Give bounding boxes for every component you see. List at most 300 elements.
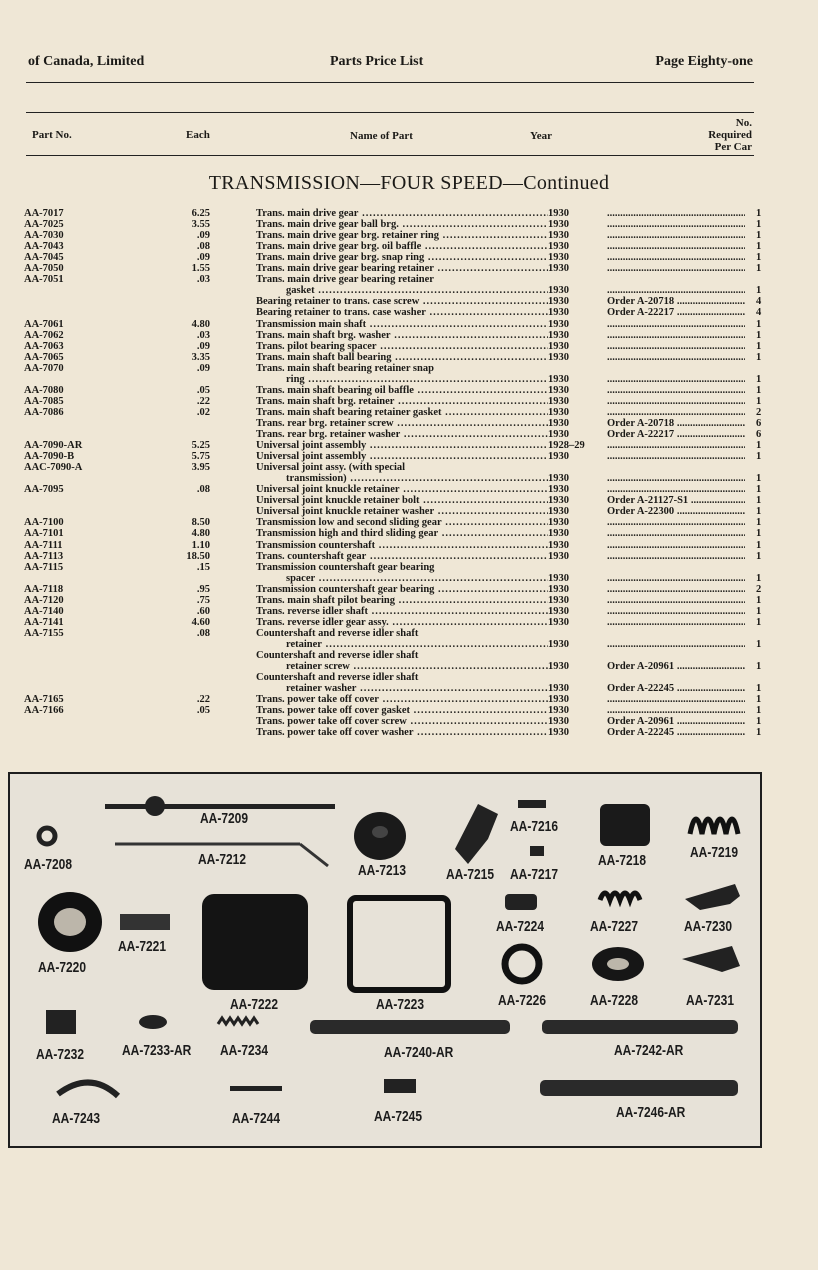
part-number: AA-7141 [24, 616, 64, 628]
part-name: Trans. main shaft pilot bearing ..... [256, 595, 548, 606]
order-reference [607, 584, 745, 595]
part-name: Transmission countershaft gear bearing ..... [256, 584, 548, 595]
part-number: AA-7111 [24, 539, 63, 551]
quantity-required: 1 [756, 329, 762, 341]
table-row [0, 418, 818, 429]
price-each: 3.95 [191, 462, 210, 474]
table-row [0, 639, 818, 650]
quantity-required: 1 [756, 572, 762, 584]
part-name: Countershaft and reverse idler shaft [256, 672, 419, 684]
label-aa-7244: AA-7244 [232, 1110, 281, 1127]
order-reference [607, 484, 745, 495]
order-reference: Order A-20718 ..... [607, 296, 745, 307]
table-row [0, 429, 818, 440]
quantity-required: 1 [756, 285, 762, 297]
part-name: Trans. power take off cover ..... [256, 694, 548, 705]
table-row [0, 263, 818, 274]
quantity-required: 1 [756, 241, 762, 253]
quantity-required: 1 [756, 318, 762, 330]
part-name: Universal joint assembly ..... [256, 440, 548, 451]
order-reference: Order A-21127-S1 ..... [607, 495, 745, 506]
price-each: 8.50 [191, 517, 210, 529]
part-name: Trans. power take off cover gasket ..... [256, 705, 548, 716]
year: 1930 [548, 208, 569, 219]
part-name: ring ..... [286, 374, 548, 385]
price-each: 6.25 [191, 208, 210, 219]
order-reference [607, 341, 745, 352]
order-reference: Order A-22217 ..... [607, 429, 745, 440]
order-reference [607, 407, 745, 418]
order-reference [607, 694, 745, 705]
order-reference [607, 230, 745, 241]
table-row [0, 727, 818, 738]
table-row [0, 584, 818, 595]
part-name: Trans. power take off cover screw ..... [256, 716, 548, 727]
price-each: 4.80 [191, 528, 210, 540]
quantity-required: 1 [756, 616, 762, 628]
table-row [0, 341, 818, 352]
part-name: Universal joint knuckle retainer ..... [256, 484, 548, 495]
quantity-required: 1 [756, 539, 762, 551]
price-each: .09 [196, 362, 210, 374]
table-row [0, 484, 818, 495]
price-each: .08 [196, 241, 210, 253]
part-name: Trans. main shaft bearing retainer snap [256, 362, 434, 374]
table-row [0, 274, 818, 285]
part-name: Trans. main drive gear brg. snap ring ..... [256, 252, 548, 263]
header-page-number: Page Eighty-one [655, 54, 753, 69]
part-number: AA-7115 [24, 561, 64, 573]
part-name: Trans. rear brg. retainer screw ..... [256, 418, 548, 429]
part-number: AA-7086 [24, 406, 64, 418]
part-name: Transmission low and second sliding gear ..... [256, 517, 548, 528]
year: 1930 [548, 572, 569, 584]
quantity-required: 1 [756, 705, 762, 717]
table-row [0, 573, 818, 584]
label-aa-7232: AA-7232 [36, 1046, 85, 1063]
year: 1930 [548, 550, 569, 562]
label-aa-7219: AA-7219 [690, 844, 739, 861]
table-row [0, 562, 818, 573]
order-reference [607, 330, 745, 341]
part-name: Countershaft and reverse idler shaft [256, 627, 419, 639]
part-name: Trans. reverse idler shaft ..... [256, 606, 548, 617]
table-row [0, 595, 818, 606]
col-each: Each [186, 129, 210, 141]
part-number: AA-7155 [24, 627, 64, 639]
year: 1930 [548, 373, 569, 385]
order-reference [607, 285, 745, 296]
table-row [0, 683, 818, 694]
label-aa-7233-ar: AA-7233-AR [122, 1042, 192, 1059]
quantity-required: 1 [756, 550, 762, 562]
part-number: AA-7090-B [24, 451, 75, 463]
part-name: Transmission countershaft ..... [256, 540, 548, 551]
price-each: 1.55 [191, 263, 210, 275]
part-number: AA-7165 [24, 694, 64, 706]
part-number: AA-7063 [24, 340, 64, 352]
part-name: Trans. main shaft brg. washer ..... [256, 330, 548, 341]
label-aa-7228: AA-7228 [590, 992, 639, 1009]
table-row [0, 319, 818, 330]
price-each: 5.25 [191, 440, 210, 452]
label-aa-7221: AA-7221 [118, 938, 167, 955]
part-name: Bearing retainer to trans. case screw ..... [256, 296, 548, 307]
table-row [0, 473, 818, 484]
table-row [0, 363, 818, 374]
year: 1930 [548, 329, 569, 341]
quantity-required: 1 [756, 473, 762, 485]
quantity-required: 1 [756, 219, 762, 231]
price-each: .08 [196, 484, 210, 496]
order-reference: Order A-20961 ..... [607, 661, 745, 672]
label-aa-7212: AA-7212 [198, 851, 247, 868]
year: 1930 [548, 616, 569, 628]
quantity-required: 1 [756, 395, 762, 407]
table-row [0, 495, 818, 506]
part-name: Trans. pilot bearing spacer ..... [256, 341, 548, 352]
price-each: .03 [196, 274, 210, 286]
table-row [0, 672, 818, 683]
quantity-required: 1 [756, 484, 762, 496]
table-row [0, 451, 818, 462]
order-reference [607, 451, 745, 462]
label-aa-7240-ar: AA-7240-AR [384, 1044, 454, 1061]
year: 1930 [548, 384, 569, 396]
quantity-required: 4 [756, 296, 762, 308]
order-reference [607, 573, 745, 584]
order-reference [607, 352, 745, 363]
quantity-required: 1 [756, 605, 762, 617]
table-row [0, 440, 818, 451]
label-aa-7242-ar: AA-7242-AR [614, 1042, 684, 1059]
year: 1930 [548, 230, 569, 242]
table-row [0, 230, 818, 241]
order-reference: Order A-20961 ..... [607, 716, 745, 727]
label-aa-7226: AA-7226 [498, 992, 547, 1009]
quantity-required: 1 [756, 340, 762, 352]
price-each: .05 [196, 384, 210, 396]
part-name: Trans. main drive gear bearing retainer [256, 274, 434, 286]
year: 1930 [548, 451, 569, 463]
year: 1930 [548, 417, 569, 429]
quantity-required: 1 [756, 716, 762, 728]
quantity-required: 1 [756, 263, 762, 275]
col-year: Year [530, 130, 552, 142]
price-each: .02 [196, 406, 210, 418]
quantity-required: 1 [756, 208, 762, 219]
part-name: Trans. main drive gear bearing retainer ..... [256, 263, 548, 274]
part-name: Universal joint knuckle retainer bolt ..... [256, 495, 548, 506]
col-part-no: Part No. [32, 129, 72, 141]
label-aa-7217: AA-7217 [510, 866, 559, 883]
label-aa-7227: AA-7227 [590, 918, 639, 935]
order-reference [607, 606, 745, 617]
part-name: Universal joint assembly ..... [256, 451, 548, 462]
quantity-required: 1 [756, 384, 762, 396]
part-name: Universal joint assy. (with special [256, 462, 406, 474]
table-row [0, 285, 818, 296]
table-row [0, 208, 818, 219]
year: 1930 [548, 495, 569, 507]
year: 1930 [548, 727, 569, 739]
part-number: AA-7085 [24, 395, 64, 407]
price-each: 3.35 [191, 351, 210, 363]
order-reference: Order A-22245 ..... [607, 683, 745, 694]
part-name: Transmission countershaft gear bearing [256, 561, 435, 573]
part-name: Trans. main shaft bearing oil baffle ..... [256, 385, 548, 396]
part-number: AA-7030 [24, 230, 64, 242]
header-title: Parts Price List [330, 54, 424, 69]
part-number: AA-7140 [24, 605, 64, 617]
table-row [0, 628, 818, 639]
year: 1930 [548, 605, 569, 617]
col-required [700, 117, 752, 153]
part-name: retainer washer ..... [286, 683, 548, 694]
order-reference [607, 617, 745, 628]
price-each: .08 [196, 627, 210, 639]
year: 1930 [548, 517, 569, 529]
year: 1930 [548, 296, 569, 308]
part-name: Transmission main shaft ..... [256, 319, 548, 330]
table-row [0, 694, 818, 705]
table-row [0, 374, 818, 385]
quantity-required: 1 [756, 373, 762, 385]
order-reference [607, 517, 745, 528]
price-each: .09 [196, 252, 210, 264]
part-number: AA-7166 [24, 705, 64, 717]
quantity-required: 1 [756, 506, 762, 518]
col-required-line1: No. [735, 117, 752, 129]
order-reference [607, 639, 745, 650]
price-each: .75 [196, 594, 210, 606]
label-aa-7218: AA-7218 [598, 852, 647, 869]
table-row [0, 252, 818, 263]
year: 1930 [548, 705, 569, 717]
order-reference [607, 219, 745, 230]
table-row [0, 517, 818, 528]
year: 1930 [548, 583, 569, 595]
year: 1930 [548, 473, 569, 485]
order-reference [607, 705, 745, 716]
order-reference [607, 540, 745, 551]
table-row [0, 661, 818, 672]
quantity-required: 6 [756, 429, 762, 440]
price-each: 18.50 [186, 550, 210, 562]
year: 1930 [548, 594, 569, 606]
year: 1930 [548, 406, 569, 418]
year: 1930 [548, 307, 569, 319]
part-name: Trans. main drive gear ball brg. ..... [256, 219, 548, 230]
part-number: AA-7051 [24, 274, 64, 286]
part-name: Trans. main shaft brg. retainer ..... [256, 396, 548, 407]
year: 1930 [548, 661, 569, 673]
year: 1930 [548, 219, 569, 231]
table-row [0, 528, 818, 539]
order-reference [607, 473, 745, 484]
part-number: AA-7061 [24, 318, 64, 330]
label-aa-7222: AA-7222 [230, 996, 279, 1013]
quantity-required: 1 [756, 528, 762, 540]
label-aa-7215: AA-7215 [446, 866, 495, 883]
part-number: AAC-7090-A [24, 462, 83, 474]
label-aa-7209: AA-7209 [200, 810, 249, 827]
label-aa-7213: AA-7213 [358, 862, 407, 879]
quantity-required: 1 [756, 683, 762, 695]
quantity-required: 1 [756, 594, 762, 606]
quantity-required: 4 [756, 307, 762, 319]
label-aa-7246-ar: AA-7246-AR [616, 1104, 686, 1121]
quantity-required: 1 [756, 727, 762, 739]
part-number: AA-7017 [24, 208, 64, 219]
table-row [0, 540, 818, 551]
col-required-line3: Per Car [714, 141, 752, 153]
quantity-required: 1 [756, 694, 762, 706]
part-number: AA-7065 [24, 351, 64, 363]
year: 1930 [548, 716, 569, 728]
table-row [0, 462, 818, 473]
part-name: Trans. main shaft ball bearing ..... [256, 352, 548, 363]
col-name: Name of Part [350, 130, 413, 142]
price-each: .15 [196, 561, 210, 573]
year: 1930 [548, 638, 569, 650]
part-name: Bearing retainer to trans. case washer ..... [256, 307, 548, 318]
table-row [0, 307, 818, 318]
quantity-required: 6 [756, 417, 762, 429]
price-each: 3.55 [191, 219, 210, 231]
order-reference [607, 208, 745, 219]
part-name: Trans. power take off cover washer ..... [256, 727, 548, 738]
table-row [0, 716, 818, 727]
year: 1928–29 [548, 440, 585, 452]
price-each: .09 [196, 340, 210, 352]
year: 1930 [548, 429, 569, 440]
order-reference [607, 252, 745, 263]
year: 1930 [548, 539, 569, 551]
part-number: AA-7090-AR [24, 440, 83, 452]
table-row [0, 617, 818, 628]
order-reference: Order A-22245 ..... [607, 727, 745, 738]
label-aa-7223: AA-7223 [376, 996, 425, 1013]
column-header-bottom-rule [26, 155, 754, 156]
year: 1930 [548, 528, 569, 540]
order-reference [607, 241, 745, 252]
order-reference [607, 374, 745, 385]
part-name: Trans. rear brg. retainer washer ..... [256, 429, 548, 440]
part-name: Trans. main drive gear brg. retainer ring ..... [256, 230, 548, 241]
order-reference: Order A-22217 ..... [607, 307, 745, 318]
year: 1930 [548, 351, 569, 363]
order-reference: Order A-22300 ..... [607, 506, 745, 517]
quantity-required: 1 [756, 230, 762, 242]
label-aa-7243: AA-7243 [52, 1110, 101, 1127]
label-aa-7220: AA-7220 [38, 959, 87, 976]
parts-illustration [8, 772, 762, 1148]
part-name: Trans. countershaft gear ..... [256, 551, 548, 562]
part-number: AA-7113 [24, 550, 64, 562]
table-row [0, 650, 818, 661]
part-name: retainer screw ..... [286, 661, 548, 672]
table-row [0, 296, 818, 307]
part-number: AA-7100 [24, 517, 64, 529]
quantity-required: 1 [756, 252, 762, 264]
quantity-required: 1 [756, 440, 762, 452]
price-each: .95 [196, 583, 210, 595]
col-required-line2: Required [708, 129, 752, 141]
year: 1930 [548, 683, 569, 695]
table-row [0, 705, 818, 716]
part-name: Trans. main drive gear brg. oil baffle ..... [256, 241, 548, 252]
order-reference [607, 319, 745, 330]
part-number: AA-7080 [24, 384, 64, 396]
price-each: .22 [196, 694, 210, 706]
part-name: gasket ..... [286, 285, 548, 296]
part-name: Countershaft and reverse idler shaft [256, 650, 419, 661]
table-row [0, 551, 818, 562]
year: 1930 [548, 484, 569, 496]
label-aa-7245: AA-7245 [374, 1108, 423, 1125]
table-row [0, 407, 818, 418]
label-aa-7231: AA-7231 [686, 992, 735, 1009]
year: 1930 [548, 694, 569, 706]
table-row [0, 506, 818, 517]
quantity-required: 1 [756, 495, 762, 507]
quantity-required: 2 [756, 406, 762, 418]
order-reference [607, 385, 745, 396]
year: 1930 [548, 318, 569, 330]
table-row [0, 219, 818, 230]
price-each: .03 [196, 329, 210, 341]
part-name: retainer ..... [286, 639, 548, 650]
table-row [0, 606, 818, 617]
part-number: AA-7120 [24, 594, 64, 606]
part-name: Universal joint knuckle retainer washer ..... [256, 506, 548, 517]
price-each: 4.60 [191, 616, 210, 628]
label-aa-7216: AA-7216 [510, 818, 559, 835]
part-name: spacer ..... [286, 573, 548, 584]
part-name: Trans. reverse idler gear assy. ..... [256, 617, 548, 628]
header-company: of Canada, Limited [28, 54, 145, 69]
order-reference [607, 528, 745, 539]
year: 1930 [548, 252, 569, 264]
part-number: AA-7050 [24, 263, 64, 275]
column-header-top-rule [26, 112, 754, 113]
price-each: 5.75 [191, 451, 210, 463]
quantity-required: 1 [756, 451, 762, 463]
price-each: .05 [196, 705, 210, 717]
year: 1930 [548, 263, 569, 275]
part-number: AA-7095 [24, 484, 64, 496]
part-number: AA-7045 [24, 252, 64, 264]
part-number: AA-7101 [24, 528, 64, 540]
part-number: AA-7070 [24, 362, 64, 374]
part-number: AA-7062 [24, 329, 64, 341]
part-name: Trans. main drive gear ..... [256, 208, 548, 219]
quantity-required: 1 [756, 661, 762, 673]
section-title: TRANSMISSION—FOUR SPEED—Continued [208, 172, 610, 194]
quantity-required: 1 [756, 638, 762, 650]
order-reference [607, 595, 745, 606]
year: 1930 [548, 340, 569, 352]
order-reference: Order A-20718 ..... [607, 418, 745, 429]
label-aa-7224: AA-7224 [496, 918, 545, 935]
order-reference [607, 551, 745, 562]
price-each: .60 [196, 605, 210, 617]
order-reference [607, 440, 745, 451]
part-number: AA-7025 [24, 219, 64, 231]
part-number: AA-7043 [24, 241, 64, 253]
label-aa-7230: AA-7230 [684, 918, 733, 935]
